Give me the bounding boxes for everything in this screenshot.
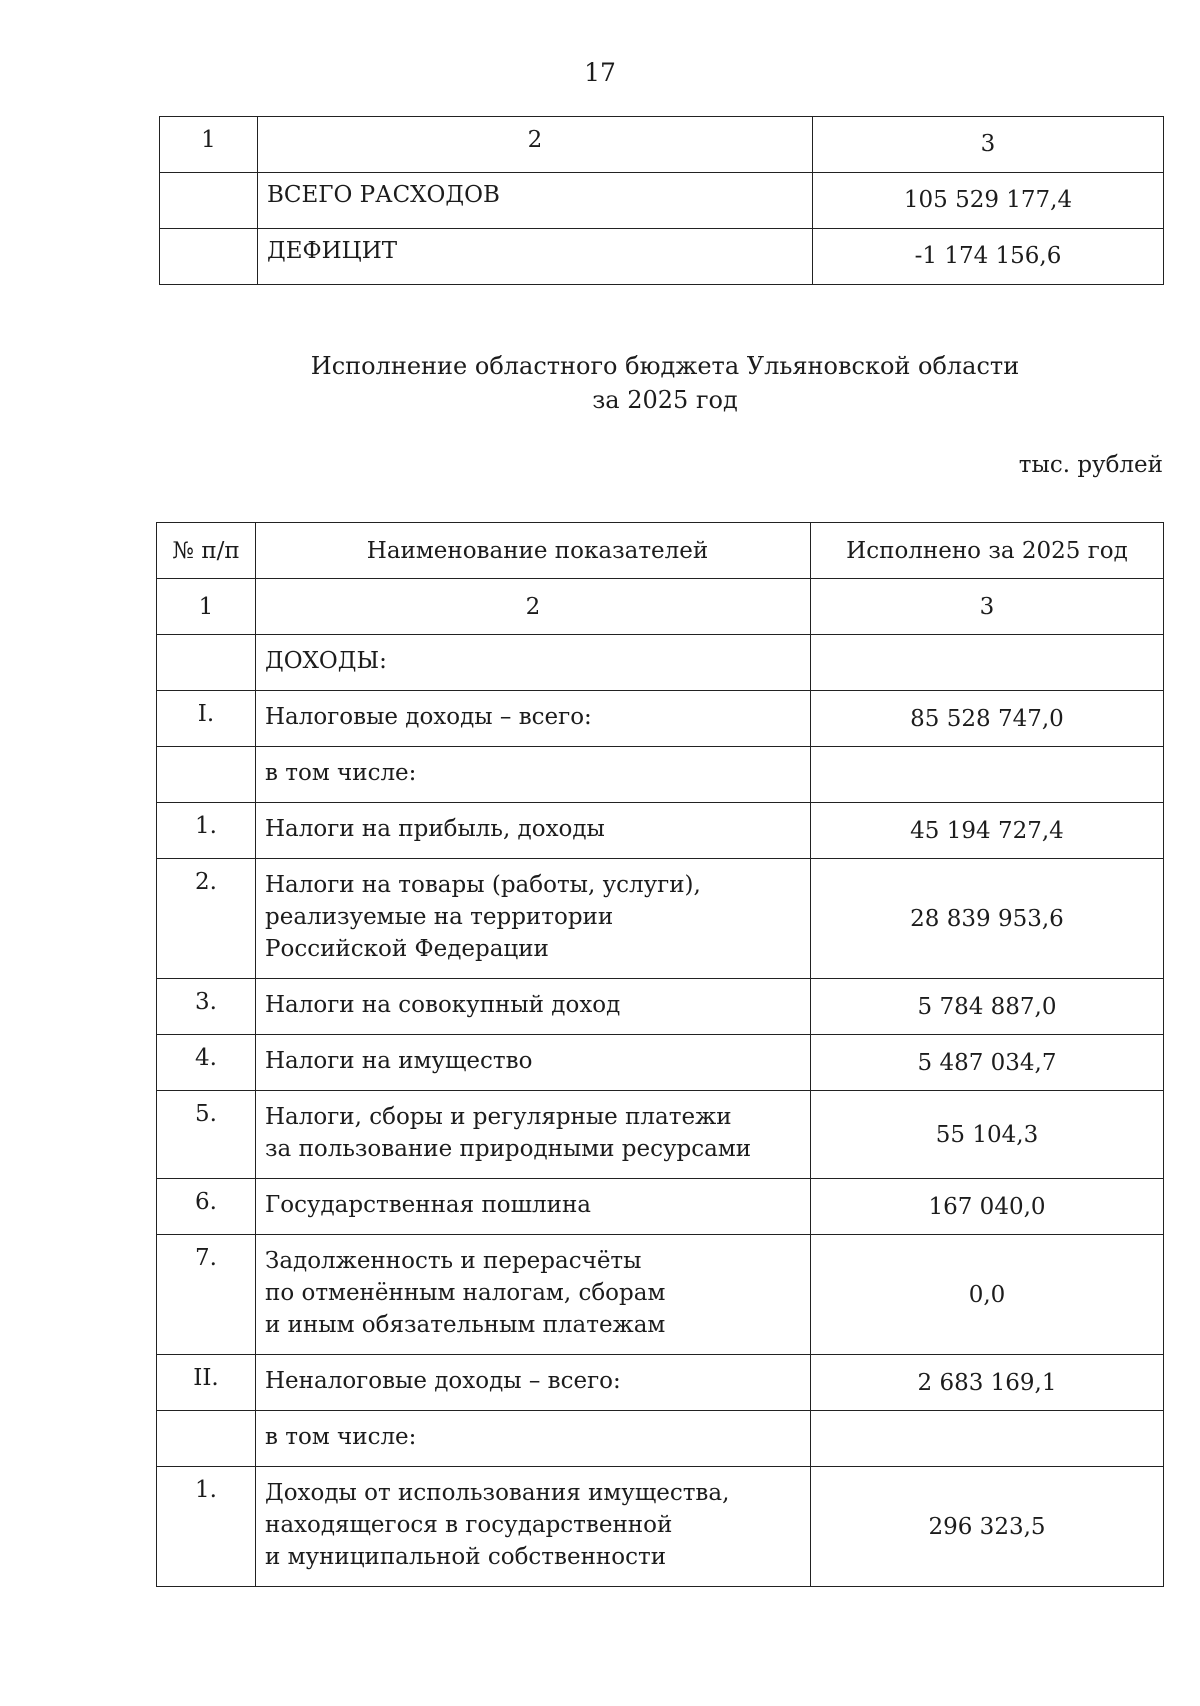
row-name: в том числе: <box>256 747 811 803</box>
row-num: 7. <box>157 1235 256 1355</box>
row-name: Налоги на имущество <box>256 1035 811 1091</box>
row-name: Налоги на товары (работы, услуги), реализуемые на территории Российской Федерации <box>256 859 811 979</box>
row-num: 2. <box>157 859 256 979</box>
row-name: Налоговые доходы – всего: <box>256 691 811 747</box>
col-number-3: 3 <box>811 579 1164 635</box>
row-num: 1. <box>157 1467 256 1587</box>
row-num <box>157 635 256 691</box>
row-name: ВСЕГО РАСХОДОВ <box>258 173 813 229</box>
table-row <box>157 1091 1164 1179</box>
row-num <box>157 1411 256 1467</box>
table-row <box>157 1355 1164 1411</box>
expenses-summary-table <box>159 116 1164 285</box>
row-name: Налоги на прибыль, доходы <box>256 803 811 859</box>
row-name: в том числе: <box>256 1411 811 1467</box>
row-num: II. <box>157 1355 256 1411</box>
row-name: ДОХОДЫ: <box>256 635 811 691</box>
heading-line-1: Исполнение областного бюджета Ульяновской области <box>310 352 1020 380</box>
row-value: 2 683 169,1 <box>811 1355 1164 1411</box>
column-numbers-row <box>157 579 1164 635</box>
table-row <box>157 1235 1164 1355</box>
row-value: 85 528 747,0 <box>811 691 1164 747</box>
row-name: Задолженность и перерасчёты по отменённым налогам, сборам и иным обязательным платежам <box>256 1235 811 1355</box>
row-value: 5 487 034,7 <box>811 1035 1164 1091</box>
column-header-name: Наименование показателей <box>256 523 811 579</box>
table-row <box>157 691 1164 747</box>
row-value: 55 104,3 <box>811 1091 1164 1179</box>
row-num: 4. <box>157 1035 256 1091</box>
section-heading <box>0 349 1200 417</box>
page-number: 17 <box>584 58 616 87</box>
col-number-1: 1 <box>160 117 258 173</box>
row-num <box>157 747 256 803</box>
column-header-value: Исполнено за 2025 год <box>811 523 1164 579</box>
row-num <box>160 229 258 285</box>
row-value: 105 529 177,4 <box>813 173 1164 229</box>
row-name: Неналоговые доходы – всего: <box>256 1355 811 1411</box>
row-num: 6. <box>157 1179 256 1235</box>
row-value: 167 040,0 <box>811 1179 1164 1235</box>
table-row <box>157 1411 1164 1467</box>
row-num: I. <box>157 691 256 747</box>
row-name: ДЕФИЦИТ <box>258 229 813 285</box>
row-value: 28 839 953,6 <box>811 859 1164 979</box>
heading-line-2: за 2025 год <box>592 386 738 414</box>
table-row <box>157 635 1164 691</box>
row-num: 1. <box>157 803 256 859</box>
row-value <box>811 635 1164 691</box>
row-value <box>811 1411 1164 1467</box>
table-row <box>160 229 1164 285</box>
row-value: 45 194 727,4 <box>811 803 1164 859</box>
table-row <box>157 979 1164 1035</box>
col-number-3: 3 <box>813 117 1164 173</box>
row-name: Государственная пошлина <box>256 1179 811 1235</box>
col-number-2: 2 <box>256 579 811 635</box>
table-row <box>157 803 1164 859</box>
table-row <box>157 1467 1164 1587</box>
row-value: 5 784 887,0 <box>811 979 1164 1035</box>
table-row <box>157 859 1164 979</box>
table-row <box>157 1179 1164 1235</box>
col-number-2: 2 <box>258 117 813 173</box>
row-name: Налоги, сборы и регулярные платежи за пользование природными ресурсами <box>256 1091 811 1179</box>
table-row <box>157 1035 1164 1091</box>
column-header-number: № п/п <box>157 523 256 579</box>
units-label: тыс. рублей <box>1018 452 1163 478</box>
table-header-row <box>157 523 1164 579</box>
row-value: -1 174 156,6 <box>813 229 1164 285</box>
table-row <box>157 747 1164 803</box>
row-name: Доходы от использования имущества, находящегося в государственной и муниципальной собственности <box>256 1467 811 1587</box>
row-name: Налоги на совокупный доход <box>256 979 811 1035</box>
table-row <box>160 173 1164 229</box>
row-num: 5. <box>157 1091 256 1179</box>
budget-execution-table <box>156 522 1164 1587</box>
row-value: 0,0 <box>811 1235 1164 1355</box>
table-header-row <box>160 117 1164 173</box>
row-num: 3. <box>157 979 256 1035</box>
row-value <box>811 747 1164 803</box>
row-value: 296 323,5 <box>811 1467 1164 1587</box>
col-number-1: 1 <box>157 579 256 635</box>
row-num <box>160 173 258 229</box>
